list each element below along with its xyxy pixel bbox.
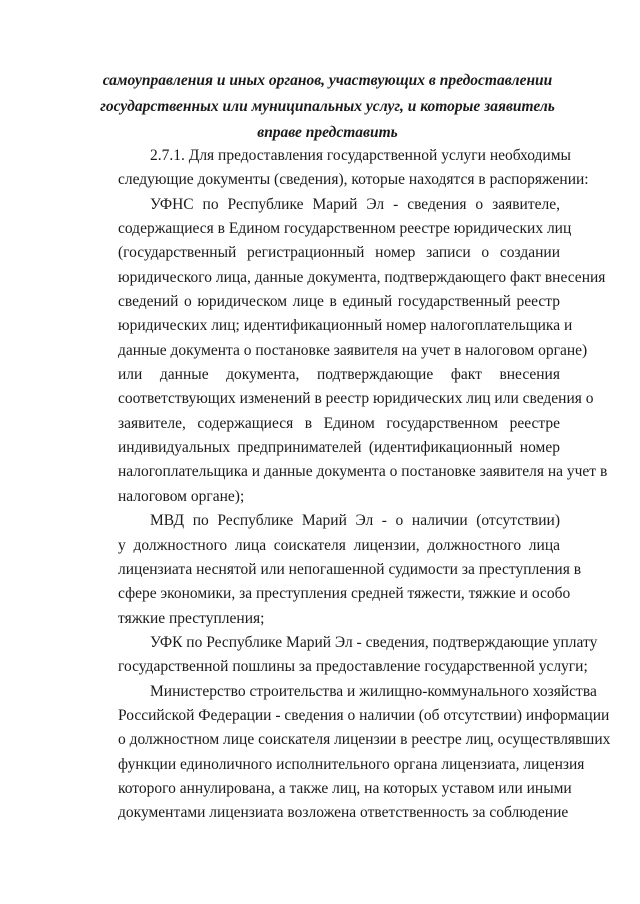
text-line: следующие документы (сведения), которые находятся в распоряжении: [118, 171, 589, 189]
text-line: Министерство строительства и жилищно-коммунального хозяйства [150, 682, 597, 700]
text-line: функции единоличного исполнительного органа лицензиата, лицензия [118, 755, 585, 773]
text-line: индивидуальных предпринимателей (идентификационный номер [118, 439, 560, 457]
text-line: у должностного лица соискателя лицензии, должностного лица [118, 536, 560, 554]
text-line: налоговом органе); [118, 487, 245, 505]
text-line: данные документа о постановке заявителя на учет в налоговом органе) [118, 341, 588, 359]
heading-line: государственных или муниципальных услуг, и которые заявитель [100, 98, 555, 115]
text-line: УФНС по Республике Марий Эл - сведения о заявителе, [150, 195, 560, 213]
text-line: (государственный регистрационный номер записи о создании [118, 244, 560, 262]
heading-line: вправе представить [257, 124, 398, 141]
paragraph-minstroy [118, 680, 611, 826]
text-line: 2.7.1. Для предоставления государственной услуги необходимы [150, 147, 571, 164]
text-line: государственной пошлины за предоставление государственной услуги; [118, 658, 588, 676]
text-line: о должностном лице соискателя лицензии в реестре лиц, осуществлявших [118, 731, 611, 749]
text-line: юридического лица, данные документа, подтверждающего факт внесения [118, 268, 606, 286]
paragraph-ufk [118, 631, 598, 680]
text-line: документами лицензиата возложена ответственность за соблюдение [118, 804, 569, 822]
text-line: соответствующих изменений в реестр юридических лиц или сведения о [118, 390, 594, 408]
text-line: тяжкие преступления; [118, 609, 265, 627]
text-line: заявителе, содержащиеся в Едином государственном реестре [118, 414, 560, 432]
section-heading [100, 68, 555, 146]
paragraph-ufns [118, 193, 608, 509]
paragraph-mvd [118, 509, 582, 631]
text-line: которого аннулирована, а также лиц, на которых уставом или иными [118, 779, 572, 797]
document-body [118, 144, 611, 826]
text-line: УФК по Республике Марий Эл - сведения, подтверждающие уплату [150, 633, 598, 651]
text-line: или данные документа, подтверждающие факт внесения [118, 366, 560, 384]
text-line: Российской Федерации - сведения о наличии (об отсутствии) информации [118, 706, 610, 724]
text-line: содержащиеся в Едином государственном реестре юридических лиц [118, 220, 572, 238]
text-line: МВД по Республике Марий Эл - о наличии (отсутствии) [150, 512, 560, 530]
text-line: сведений о юридическом лице в единый государственный реестр [118, 293, 560, 311]
heading-line: самоуправления и иных органов, участвующих в предоставлении [102, 72, 553, 89]
text-line: налогоплательщика и данные документа о постановке заявителя на учет в [118, 463, 608, 481]
text-line: лицензиата неснятой или непогашенной судимости за преступления в [118, 560, 582, 578]
paragraph-2-7-1 [118, 144, 589, 193]
text-line: юридических лиц; идентификационный номер налогоплательщика и [118, 317, 573, 335]
text-line: сфере экономики, за преступления средней тяжести, тяжкие и особо [118, 585, 571, 603]
